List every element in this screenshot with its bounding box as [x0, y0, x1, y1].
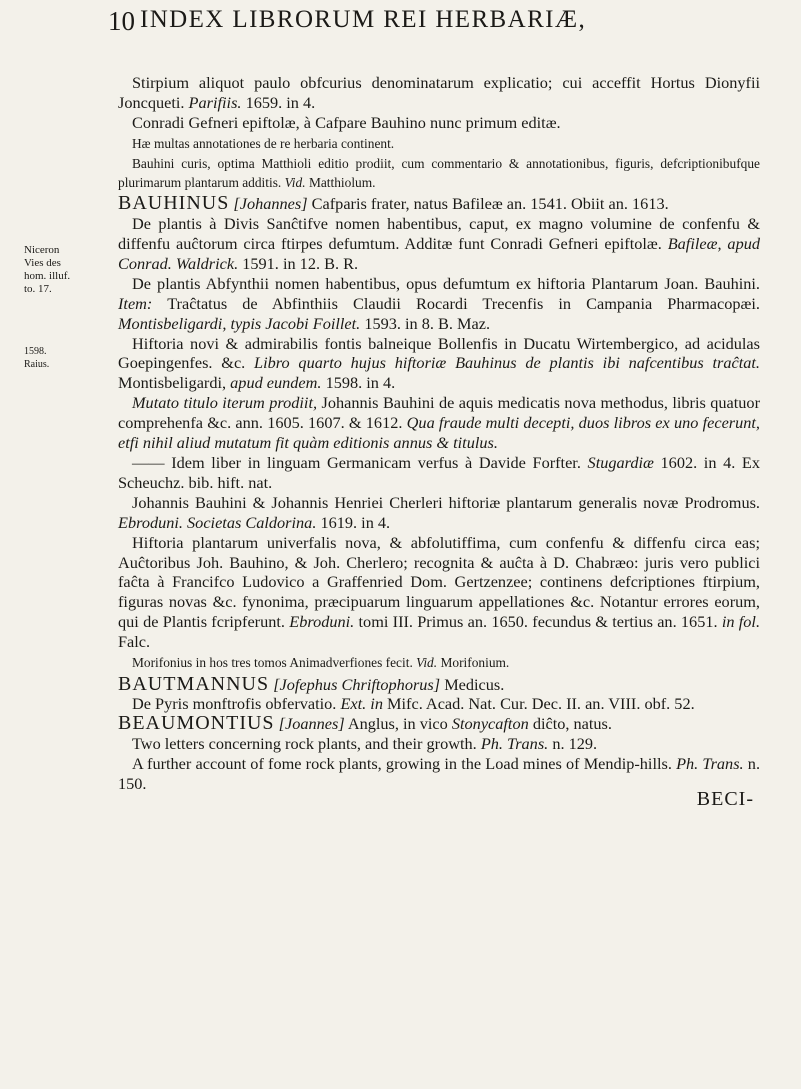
headword-forename: [Johannes]	[233, 194, 308, 214]
margin-line: Vies des	[24, 257, 61, 269]
note: Morifonius in hos tres tomos Animadverfiones fecit. Vid. Morifonium.	[132, 655, 510, 671]
headword: BEAUMONTIUS	[118, 712, 275, 735]
paragraph: De plantis à Divis Sanĉtifve nomen habentibus, caput, ex magno volumine de confenfu & diffenfu auĉtorum circa ftirpes defumtum. Additæ funt Conradi Gefneri epiftolæ. Bafileæ, apud Conrad. Waldrick. 1591. in 12. B. R.	[118, 214, 760, 273]
running-head: INDEX LIBRORUM REI HERBARIÆ,	[140, 6, 587, 33]
headword-forename: [Joannes]	[278, 714, 345, 734]
paragraph: A further account of fome rock plants, growing in the Load mines of Mendip-hills. Ph. Trans. n. 150.	[118, 754, 761, 794]
margin-line: Raius.	[24, 359, 50, 370]
headword-forename: [Jofephus Chriftophorus]	[273, 674, 441, 694]
note: Bauhini curis, optima Matthioli editio prodiit, cum commentario & annotationibus, figuris, defcriptionibufque plurimarum plantarum additis. Vid. Matthiolum.	[118, 156, 760, 190]
entry-bautmannus: BAUTMANNUS [Jofephus Chriftophorus] Medicus.	[118, 672, 505, 695]
paragraph: Stirpium aliquot paulo obfcurius denominatarum explicatio; cui acceffit Hortus Dionyfii Joncqueti. Parifiis. 1659. in 4.	[118, 73, 760, 112]
margin-line: 1598.	[24, 346, 47, 357]
page-number: 10	[108, 6, 135, 36]
paragraph: Conradi Gefneri epiftolæ, à Cafpare Bauhino nunc primum editæ.	[132, 112, 561, 132]
headword: BAUHINUS	[118, 192, 230, 215]
paragraph: Hiftoria plantarum univerfalis nova, & abfolutiffima, cum confenfu & diffenfu circa eas; Auĉtoribus Joh. Bauhino, & Joh. Cherlero; recognita & auĉta à D. Chabræo: juris vero publici faĉta à Francifco Ludovico a Graffenried Dom. Gertzenzee; continens defcriptiones ftirpium, figuras novas &c. fynonima, præcipuarum linguarum appellationes &c. Notantur errores eorum, qui de Plantis fcripferunt. Ebroduni. tomi III. Primus an. 1650. fecundus & tertius an. 1651. in fol. Falc.	[118, 532, 761, 652]
note: Hæ multas annotationes de re herbaria continent.	[132, 135, 395, 151]
main-text	[118, 73, 760, 810]
paragraph: Johannis Bauhini & Johannis Henriei Cherleri hiftoriæ plantarum generalis novæ Prodromus. Ebroduni. Societas Caldorina. 1619. in 4.	[118, 492, 760, 532]
margin-line: to. 17.	[24, 283, 52, 295]
paragraph: Two letters concerning rock plants, and their growth. Ph. Trans. n. 129.	[132, 734, 598, 754]
catchword: BECI-	[696, 788, 754, 810]
headword: BAUTMANNUS	[118, 672, 270, 695]
paragraph: Hiftoria novi & admirabilis fontis balneique Bollenfis in Ducatu Wirtembergico, ad acidulas Goepingenfes. &c. Libro quarto hujus hiftoriæ Bauhinus de plantis ibi nafcentibus traĉtat. Montisbeligardi, apud eundem. 1598. in 4.	[118, 333, 760, 393]
margin-note-raius	[24, 345, 86, 371]
margin-line: hom. illuf.	[24, 270, 71, 282]
paragraph: De Pyris monftrofis obfervatio. Ext. in Mifc. Acad. Nat. Cur. Dec. II. an. VIII. obf. 52.	[132, 694, 695, 714]
entry-beaumontius: BEAUMONTIUS [Joannes] Anglus, in vico Stonycafton diĉto, natus.	[118, 712, 612, 735]
margin-note-niceron	[24, 244, 86, 296]
entry-bauhinus: BAUHINUS [Johannes] Cafparis frater, natus Bafileæ an. 1541. Obiit an. 1613.	[118, 192, 669, 215]
paragraph: —— Idem liber in linguam Germanicam verfus à Davide Forfter. Stugardiæ 1602. in 4. Ex Scheuchz. bib. hift. nat.	[118, 453, 761, 492]
paragraph: Mutato titulo iterum prodiit, Johannis Bauhini de aquis medicatis nova methodus, libris quatuor comprehenfa &c. ann. 1605. 1607. & 1612. Qua fraude multi decepti, duos libros ex uno fecerunt, etfi nihil aliud mutatum fit quàm editionis annus & titulus.	[118, 393, 761, 453]
margin-line: Niceron	[24, 244, 60, 256]
paragraph: De plantis Abfynthii nomen habentibus, opus defumtum ex hiftoria Plantarum Joan. Bauhini. Item: Traĉtatus de Abfinthiis Claudii Rocardi Trecenfis in Campania Pharmacopæi. Montisbeligardi, typis Jacobi Foillet. 1593. in 8. B. Maz.	[118, 273, 760, 333]
